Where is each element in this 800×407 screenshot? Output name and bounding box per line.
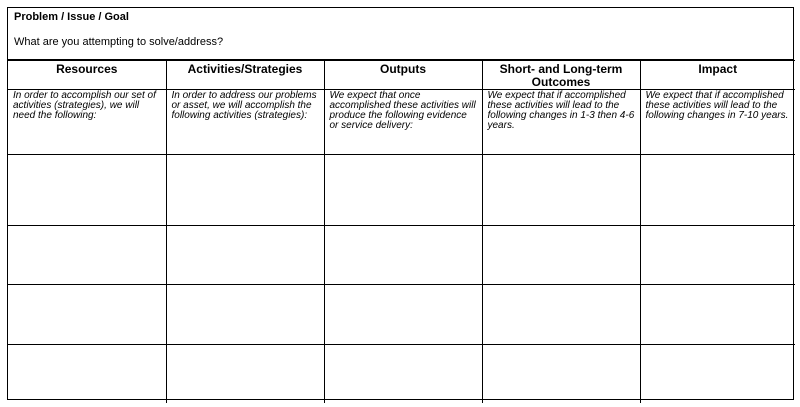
entry-cell-activities[interactable]: [166, 226, 324, 285]
entry-cell-outcomes[interactable]: [482, 226, 640, 285]
problem-goal-section: [8, 8, 793, 60]
entry-cell-outputs[interactable]: [324, 226, 482, 285]
entry-cell-resources[interactable]: [8, 285, 166, 345]
entry-cell-resources[interactable]: [8, 226, 166, 285]
entry-cell-outcomes[interactable]: [482, 285, 640, 345]
column-header-outputs: Outputs: [324, 61, 482, 90]
description-resources: In order to accomplish our set of activities (strategies), we will need the following:: [8, 90, 166, 155]
entry-cell-outputs[interactable]: [324, 155, 482, 226]
entry-cell-resources[interactable]: [8, 155, 166, 226]
logic-model-worksheet: [7, 7, 794, 400]
description-outputs: We expect that once accomplished these activities will produce the following evidence or service delivery:: [324, 90, 482, 155]
header-row: [8, 61, 795, 90]
entry-cell-outputs[interactable]: [324, 345, 482, 404]
column-header-outcomes: Short- and Long-term Outcomes: [482, 61, 640, 90]
entry-cell-impact[interactable]: [640, 226, 795, 285]
entry-cell-outputs[interactable]: [324, 285, 482, 345]
entry-cell-activities[interactable]: [166, 155, 324, 226]
problem-goal-title: Problem / Issue / Goal: [14, 11, 129, 23]
column-header-impact: Impact: [640, 61, 795, 90]
logic-model-table: [8, 60, 795, 403]
entry-cell-impact[interactable]: [640, 285, 795, 345]
entry-row: [8, 226, 795, 285]
description-impact: We expect that if accomplished these activities will lead to the following changes in 7-10 years.: [640, 90, 795, 155]
description-row: [8, 90, 795, 155]
entry-row: [8, 285, 795, 345]
entry-row: [8, 345, 795, 404]
description-outcomes: We expect that if accomplished these activities will lead to the following changes in 1-3 then 4-6 years.: [482, 90, 640, 155]
entry-cell-outcomes[interactable]: [482, 345, 640, 404]
column-header-activities: Activities/Strategies: [166, 61, 324, 90]
entry-cell-impact[interactable]: [640, 345, 795, 404]
column-header-resources: Resources: [8, 61, 166, 90]
description-activities: In order to address our problems or asset, we will accomplish the following activities (strategies):: [166, 90, 324, 155]
entry-cell-resources[interactable]: [8, 345, 166, 404]
problem-goal-question: What are you attempting to solve/address?: [14, 36, 224, 48]
entry-row: [8, 155, 795, 226]
entry-cell-outcomes[interactable]: [482, 155, 640, 226]
entry-cell-activities[interactable]: [166, 345, 324, 404]
entry-cell-impact[interactable]: [640, 155, 795, 226]
entry-cell-activities[interactable]: [166, 285, 324, 345]
